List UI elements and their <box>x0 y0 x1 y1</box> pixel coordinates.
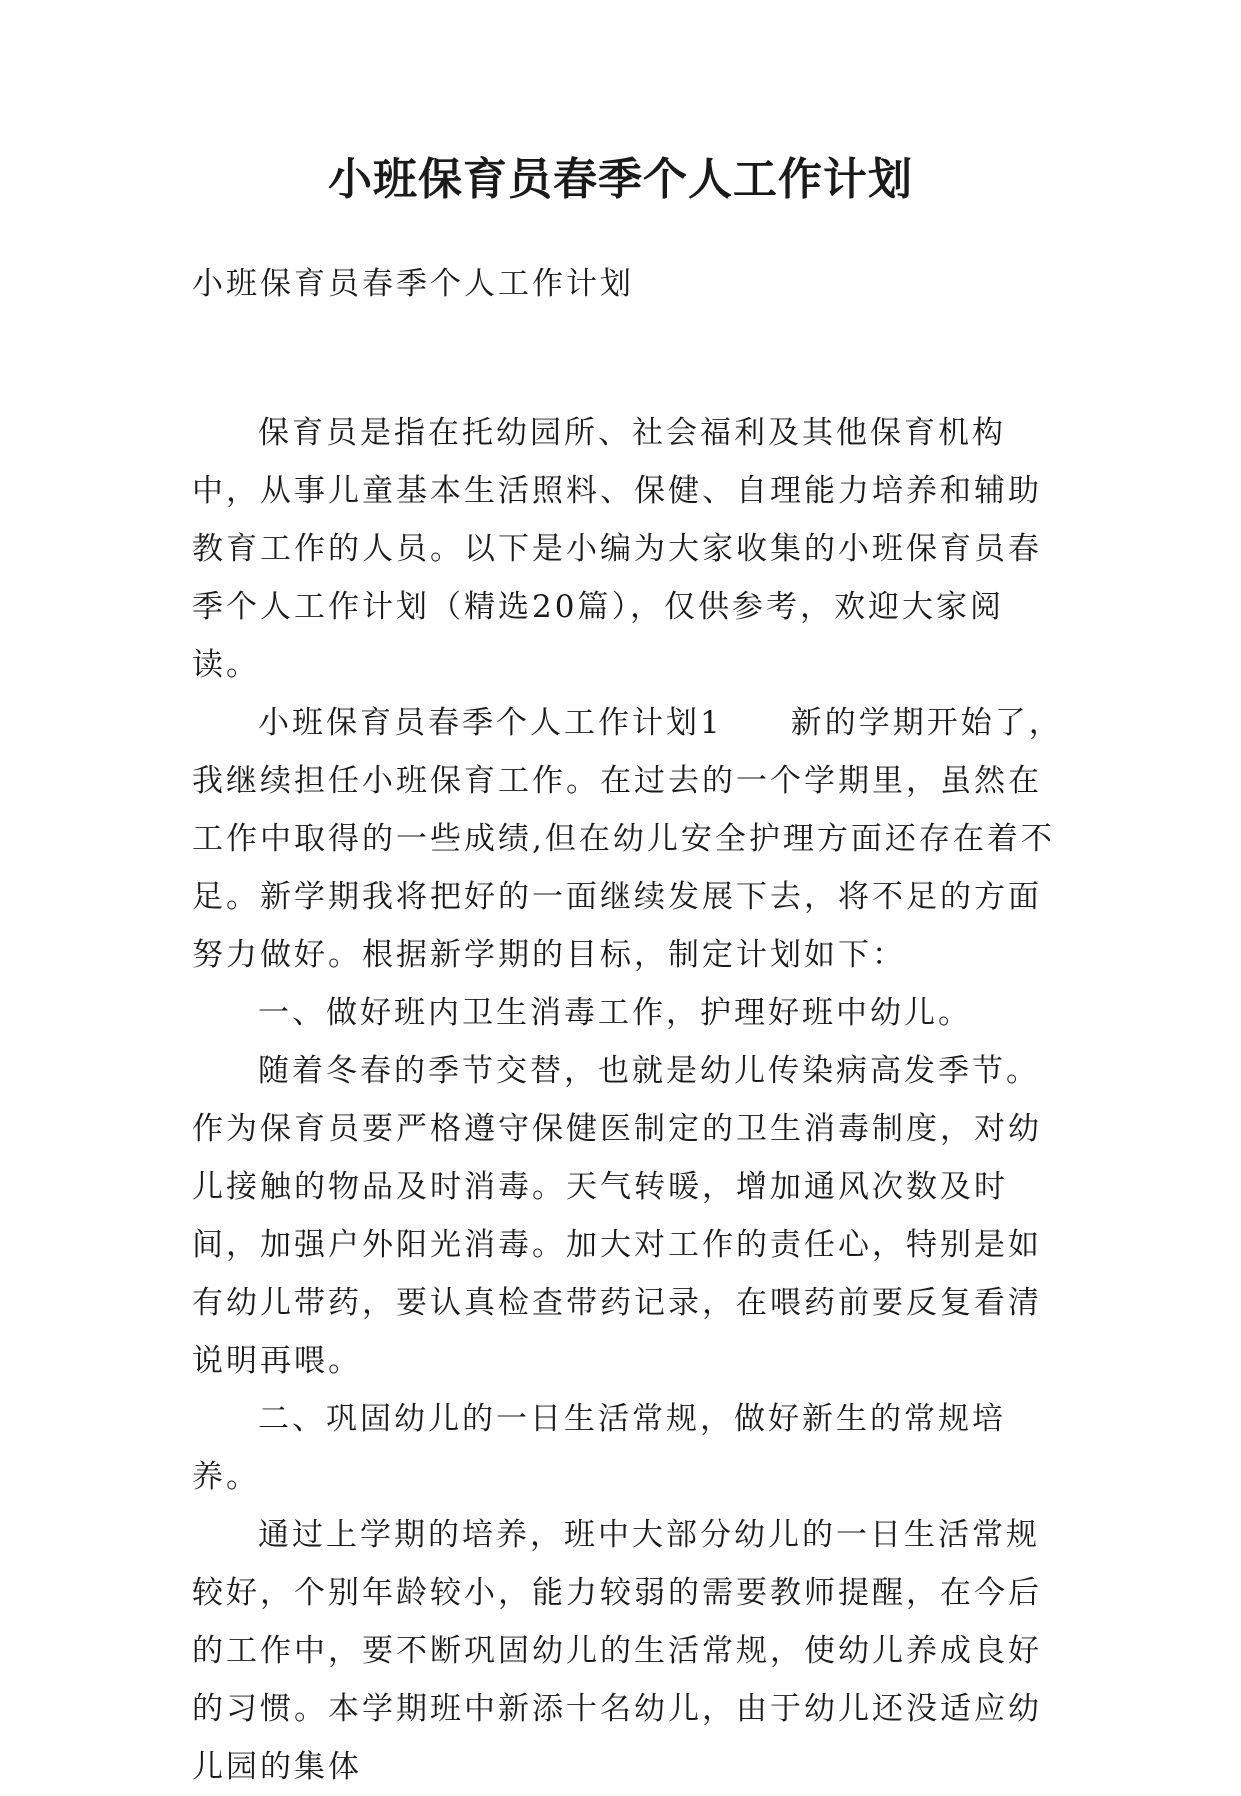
paragraph-plan-1-opening: 小班保育员春季个人工作计划1 新的学期开始了，我继续担任小班保育工作。在过去的一个学期里，虽然在工作中取得的一些成绩,但在幼儿安全护理方面还存在着不足。新学期我将把好的一面继续发展下去，将不足的方面努力做好。根据新学期的目标，制定计划如下： <box>192 705 1063 973</box>
paragraph-hygiene: 随着冬春的季节交替，也就是幼儿传染病高发季节。作为保育员要严格遵守保健医制定的卫生消毒制度，对幼儿接触的物品及时消毒。天气转暖，增加通风次数及时间，加强户外阳光消毒。加大对工作的责任心，特别是如有幼儿带药，要认真检查带药记录，在喂药前要反复看清说明再喂。 <box>192 1053 1042 1379</box>
paragraph-intro: 保育员是指在托幼园所、社会福利及其他保育机构中，从事儿童基本生活照料、保健、自理能力培养和辅助教育工作的人员。以下是小编为大家收集的小班保育员春季个人工作计划（精选20篇），仅供参考，欢迎大家阅读。 <box>192 415 1042 683</box>
paragraph-heading-2: 二、巩固幼儿的一日生活常规，做好新生的常规培养。 <box>192 1401 1006 1495</box>
paragraph-routine: 通过上学期的培养，班中大部分幼儿的一日生活常规较好，个别年龄较小，能力较弱的需要教师提醒，在今后的工作中，要不断巩固幼儿的生活常规，使幼儿养成良好的习惯。本学期班中新添十名幼儿，由于幼儿还没适应幼儿园的集体 <box>192 1517 1042 1785</box>
paragraph-heading-1: 一、做好班内卫生消毒工作，护理好班中幼儿。 <box>258 995 972 1031</box>
document-subtitle: 小班保育员春季个人工作计划 <box>192 266 634 302</box>
document-body <box>192 404 1068 1796</box>
document-title: 小班保育员春季个人工作计划 <box>328 154 913 205</box>
